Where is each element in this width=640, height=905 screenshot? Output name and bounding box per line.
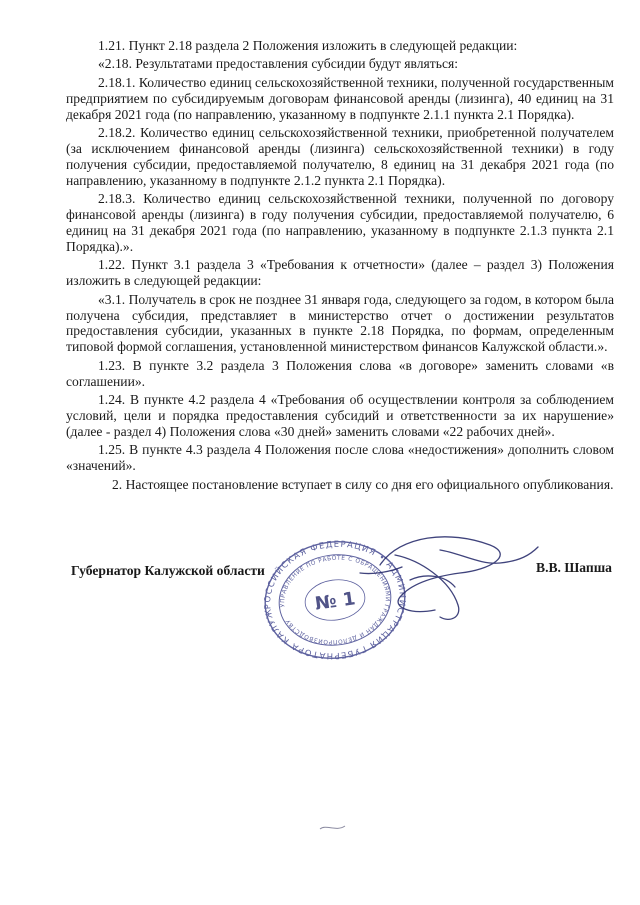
paragraph-1-21: 1.21. Пункт 2.18 раздела 2 Положения изложить в следующей редакции: — [98, 38, 518, 53]
paragraph-2-18-3: 2.18.3. Количество единиц сельскохозяйственной техники, полученной по договору финансовой аренды (лизинга) в году получения субсидии, предоставляемой получателю, 6 единиц на 31 декабря 2021 года (по направлению, указанному в подпункте 2.1.3 пункта 2.1 Порядка).». — [66, 191, 614, 254]
stamp-number: № 1 — [313, 588, 357, 615]
paragraph-2: 2. Настоящее постановление вступает в силу со дня его официального опубликования. — [112, 476, 614, 492]
paragraph-2-18-2: 2.18.2. Количество единиц сельскохозяйственной техники, приобретенной получателем (за исключением финансовой аренды (лизинга) сельскохозяйственной техники) в году получения субсидии, предоставляемой получателю, 8 единиц на 31 декабря 2021 года (по направлению, указанному в подпункте 2.1.2 пункта 2.1 Порядка). — [66, 125, 614, 188]
paragraph-1-25: 1.25. В пункте 4.3 раздела 4 Положения после слова «недостижения» дополнить словом «значений». — [66, 442, 614, 474]
paragraph-3-1: «3.1. Получатель в срок не позднее 31 января года, следующего за годом, в котором была получена субсидия, представляет в министерство отчет о достижении результатов предоставления субсидии, указанных в пункте 2.18 Порядка, по формам, определенным типовой формой соглашения, установленной министерством финансов Калужской области.». — [66, 291, 614, 355]
handwritten-signature — [340, 525, 550, 635]
governor-title: Губернатор Калужской области — [71, 563, 265, 578]
document-body — [66, 38, 614, 495]
paragraph-2-18-1: 2.18.1. Количество единиц сельскохозяйственной техники, полученной государственным предприятием по субсидируемым договорам финансовой аренды (лизинга), 40 единиц на 31 декабря 2021 года (по направлению, указанному в подпункте 2.1.1 пункта 2.1 Порядка). — [66, 74, 614, 122]
scan-artifact — [318, 820, 348, 838]
stamp-outer-text: РОССИЙСКАЯ ФЕДЕРАЦИЯ • АДМИНИСТРАЦИЯ ГУБЕРНАТОРА КАЛУЖСКОЙ — [263, 539, 407, 661]
paragraph-1-23: 1.23. В пункте 3.2 раздела 3 Положения слова «в договоре» заменить словами «в соглашении». — [66, 357, 614, 389]
governor-name: В.В. Шапша — [536, 560, 612, 575]
paragraph-1-24: 1.24. В пункте 4.2 раздела 4 «Требования об осуществлении контроля за соблюдением условий, цели и порядка предоставления субсидий и ответственности за их нарушение» (далее - раздел 4) Положения слова «30 дней» заменить словами «22 рабочих дней». — [66, 392, 614, 439]
paragraph-1-22: 1.22. Пункт 3.1 раздела 3 «Требования к отчетности» (далее – раздел 3) Положения изложить в следующей редакции: — [66, 257, 614, 289]
stamp-inner-text: УПРАВЛЕНИЕ ПО РАБОТЕ С ОБРАЩЕНИЯМИ ГРАЖДАН И ДЕЛОПРОИЗВОДСТВУ — [280, 555, 390, 645]
paragraph-2-18: «2.18. Результатами предоставления субсидии будут являться: — [98, 56, 459, 72]
